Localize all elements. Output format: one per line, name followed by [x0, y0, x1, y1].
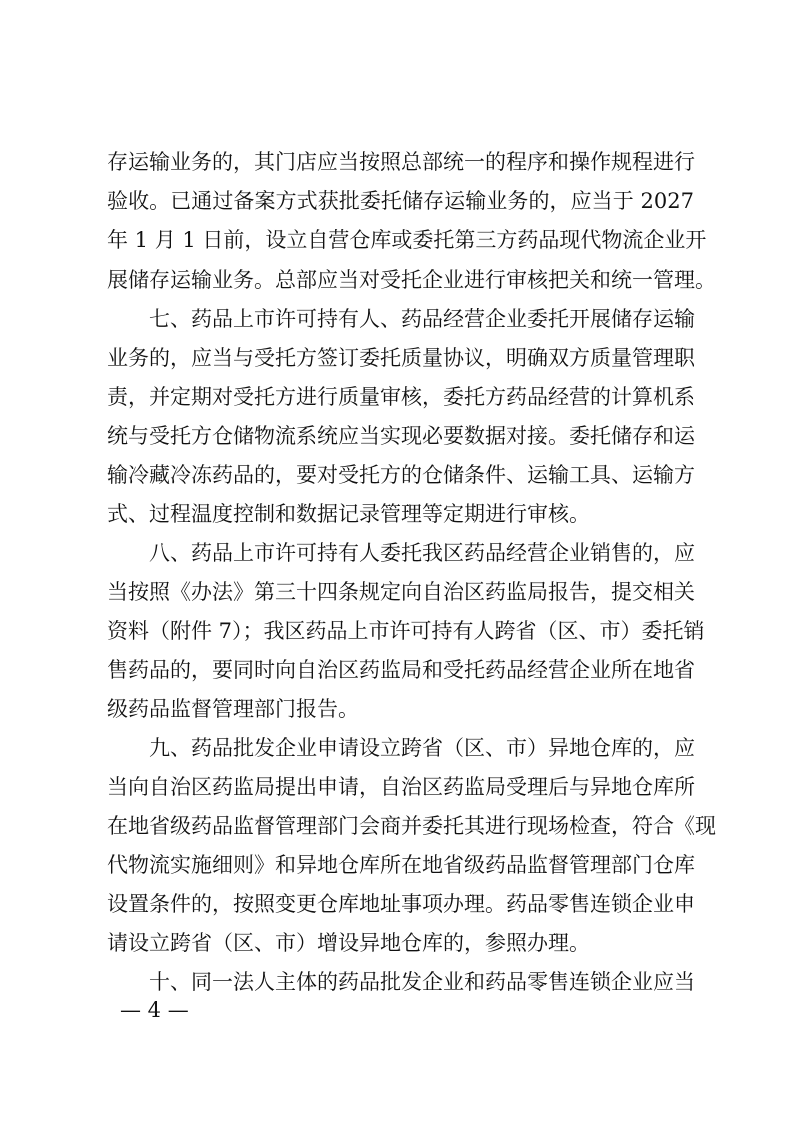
text-line: 当按照《办法》第三十四条规定向自治区药监局报告，提交相关: [107, 580, 695, 604]
paragraph-start-line: 七、药品上市许可持有人、药品经营企业委托开展储存运输: [149, 307, 695, 331]
paragraph-start-line: 八、药品上市许可持有人委托我区药品经营企业销售的，应: [149, 541, 695, 565]
paragraph-start-line: 十、同一法人主体的药品批发企业和药品零售连锁企业应当: [149, 970, 695, 994]
text-line: 当向自治区药监局提出申请，自治区药监局受理后与异地仓库所: [107, 775, 695, 799]
text-line: 设置条件的，按照变更仓库地址事项办理。药品零售连锁企业申: [107, 892, 695, 916]
text-line: 代物流实施细则》和异地仓库所在地省级药品监督管理部门仓库: [107, 853, 695, 877]
text-line: 在地省级药品监督管理部门会商并委托其进行现场检查，符合《现: [107, 814, 716, 838]
paragraph-end-line: 级药品监督管理部门报告。: [107, 697, 359, 721]
text-line: 责，并定期对受托方进行质量审核，委托方药品经营的计算机系: [107, 385, 695, 409]
paragraph-end-line: 请设立跨省（区、市）增设异地仓库的，参照办理。: [107, 931, 590, 955]
text-line: 验收。已通过备案方式获批委托储存运输业务的，应当于 2027: [107, 189, 694, 213]
text-line: 存运输业务的，其门店应当按照总部统一的程序和操作规程进行: [107, 150, 695, 174]
text-line: 资料（附件 7）；我区药品上市许可持有人跨省（区、市）委托销: [107, 619, 705, 643]
text-line: 售药品的，要同时向自治区药监局和受托药品经营企业所在地省: [107, 658, 695, 682]
text-line: 年 1 月 1 日前，设立自营仓库或委托第三方药品现代物流企业开: [107, 228, 707, 252]
text-line: 展储存运输业务。总部应当对受托企业进行审核把关和统一管理。: [107, 268, 716, 292]
text-line: 统与受托方仓储物流系统应当实现必要数据对接。委托储存和运: [107, 424, 695, 448]
paragraph-end-line: 式、过程温度控制和数据记录管理等定期进行审核。: [107, 502, 590, 526]
text-line: 输冷藏冷冻药品的，要对受托方的仓储条件、运输工具、运输方: [107, 463, 695, 487]
text-line: 业务的，应当与受托方签订委托质量协议，明确双方质量管理职: [107, 346, 695, 370]
paragraph-start-line: 九、药品批发企业申请设立跨省（区、市）异地仓库的，应: [149, 736, 695, 760]
page-number: — 4 —: [120, 998, 189, 1022]
